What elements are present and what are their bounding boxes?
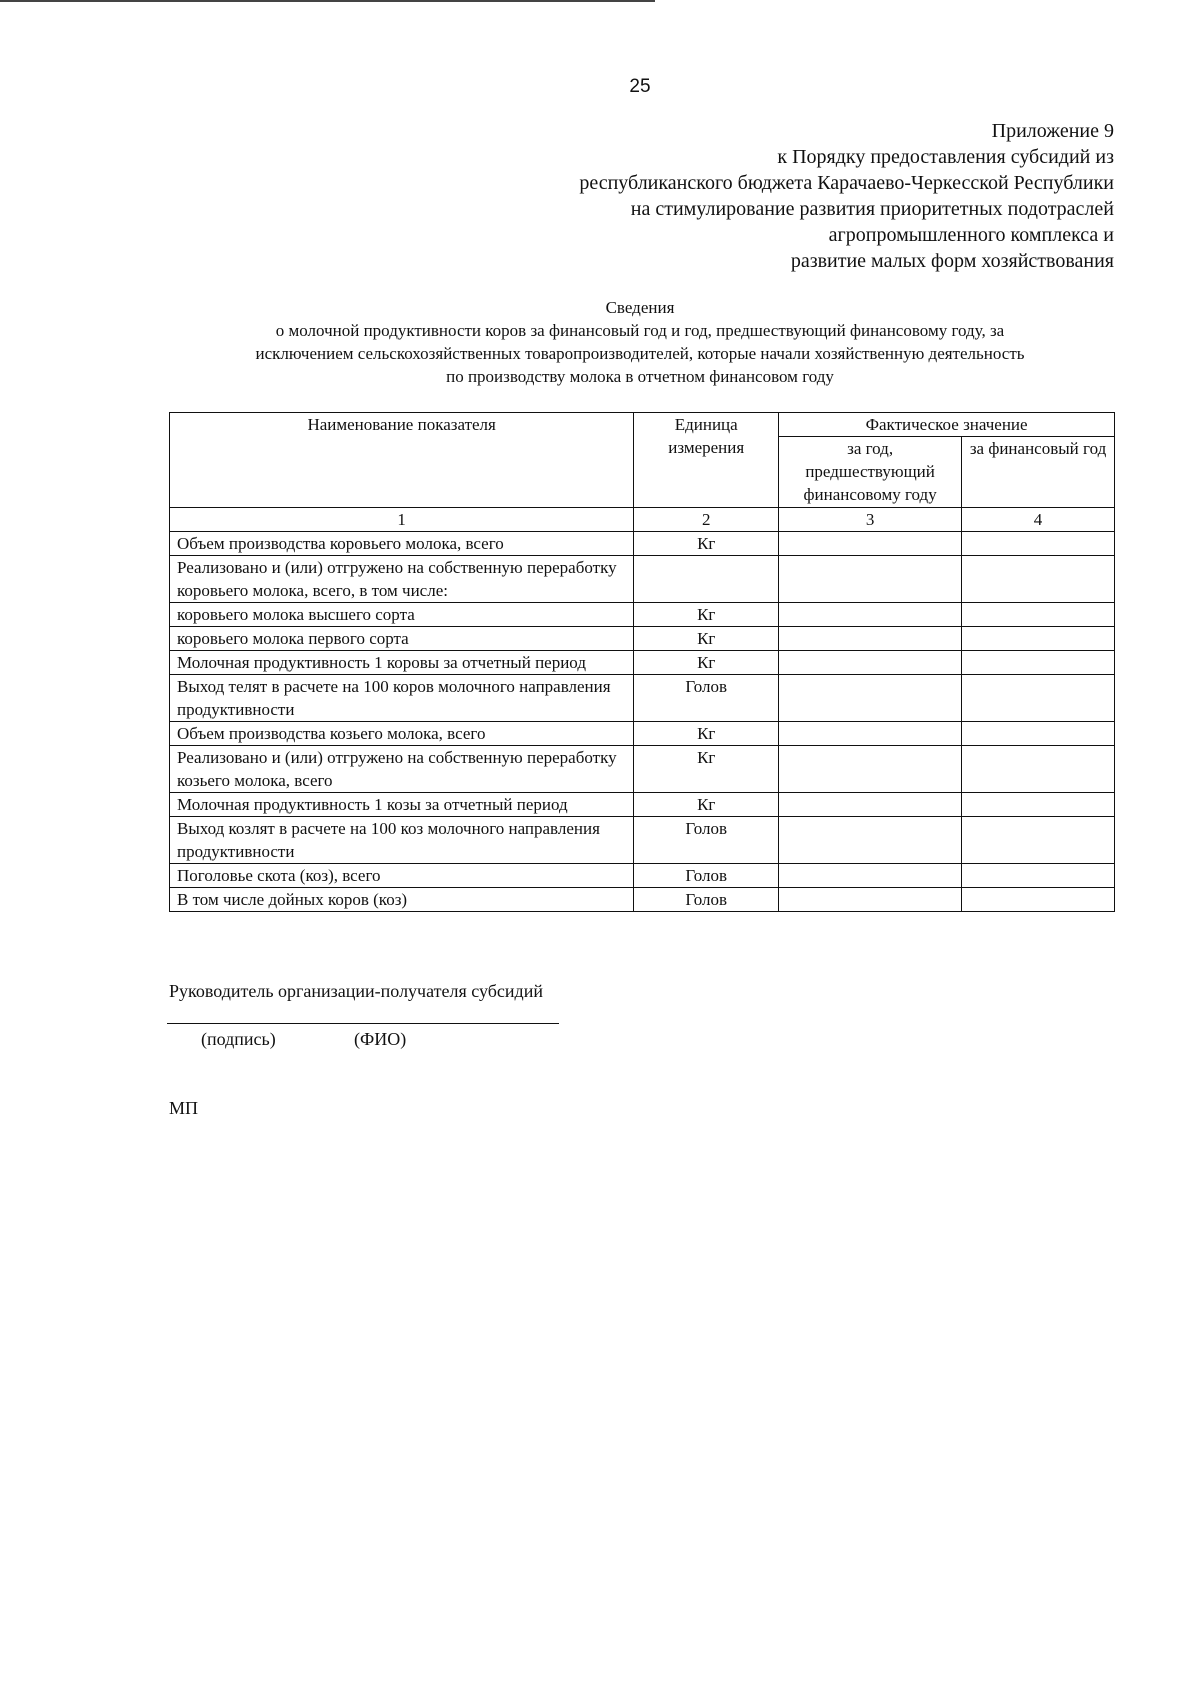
- unit-cell: Кг: [634, 603, 779, 627]
- appendix-block: [579, 118, 1114, 274]
- value-cell-fin-year: [962, 817, 1115, 864]
- value-cell-prev-year: [779, 627, 962, 651]
- column-number: 3: [779, 508, 962, 532]
- column-number: 4: [962, 508, 1115, 532]
- header-unit: Единица измерения: [634, 413, 779, 508]
- table-row: [170, 722, 1115, 746]
- indicator-name: В том числе дойных коров (коз): [170, 888, 634, 912]
- value-cell-fin-year: [962, 603, 1115, 627]
- value-cell-fin-year: [962, 722, 1115, 746]
- title-line: по производству молока в отчетном финансовом году: [446, 367, 834, 386]
- title-line: исключением сельскохозяйственных товаропроизводителей, которые начали хозяйственную деятельность: [255, 344, 1025, 363]
- unit-cell: Кг: [634, 627, 779, 651]
- value-cell-fin-year: [962, 888, 1115, 912]
- indicator-name: Реализовано и (или) отгружено на собственную переработку коровьего молока, всего, в том числе:: [170, 556, 634, 603]
- full-name-label: (ФИО): [354, 1029, 407, 1049]
- unit-cell: Голов: [634, 675, 779, 722]
- signature-caption: Руководитель организации-получателя субсидий: [169, 981, 543, 1001]
- appendix-line: агропромышленного комплекса и: [828, 224, 1114, 246]
- indicator-name: Поголовье скота (коз), всего: [170, 864, 634, 888]
- value-cell-prev-year: [779, 793, 962, 817]
- indicator-name: Выход телят в расчете на 100 коров молочного направления продуктивности: [170, 675, 634, 722]
- unit-cell: Голов: [634, 864, 779, 888]
- table-row: [170, 532, 1115, 556]
- title-heading: Сведения: [605, 298, 675, 317]
- value-cell-prev-year: [779, 864, 962, 888]
- column-number: 1: [170, 508, 634, 532]
- unit-cell: Кг: [634, 793, 779, 817]
- value-cell-prev-year: [779, 746, 962, 793]
- indicator-name: коровьего молока первого сорта: [170, 627, 634, 651]
- value-cell-fin-year: [962, 556, 1115, 603]
- indicator-name: Объем производства коровьего молока, всего: [170, 532, 634, 556]
- column-number: 2: [634, 508, 779, 532]
- value-cell-fin-year: [962, 532, 1115, 556]
- unit-cell: Голов: [634, 817, 779, 864]
- stamp-label: МП: [169, 1098, 199, 1118]
- value-cell-fin-year: [962, 793, 1115, 817]
- header-indicator-name: Наименование показателя: [170, 413, 634, 508]
- unit-cell: Голов: [634, 888, 779, 912]
- page-number: 25: [629, 76, 651, 97]
- value-cell-prev-year: [779, 817, 962, 864]
- unit-cell: Кг: [634, 722, 779, 746]
- table-row: [170, 603, 1115, 627]
- value-cell-prev-year: [779, 603, 962, 627]
- value-cell-fin-year: [962, 746, 1115, 793]
- table-row: [170, 675, 1115, 722]
- appendix-line: на стимулирование развития приоритетных подотраслей: [630, 198, 1114, 220]
- header-fin-year: за финансовый год: [962, 437, 1115, 508]
- unit-cell: [634, 556, 779, 603]
- value-cell-fin-year: [962, 627, 1115, 651]
- scan-edge-line: [0, 0, 655, 2]
- appendix-line: Приложение 9: [991, 120, 1114, 142]
- appendix-line: республиканского бюджета Карачаево-Черкесской Республики: [579, 172, 1114, 194]
- signature-line: [167, 1023, 559, 1024]
- table-row: [170, 793, 1115, 817]
- table-row: [170, 888, 1115, 912]
- indicator-name: Объем производства козьего молока, всего: [170, 722, 634, 746]
- report-table: [169, 412, 1115, 912]
- appendix-line: к Порядку предоставления субсидий из: [777, 146, 1114, 168]
- value-cell-prev-year: [779, 675, 962, 722]
- table-row: [170, 556, 1115, 603]
- header-prev-year: за год, предшествующий финансовому году: [779, 437, 962, 508]
- indicator-name: Выход козлят в расчете на 100 коз молочного направления продуктивности: [170, 817, 634, 864]
- unit-cell: Кг: [634, 651, 779, 675]
- value-cell-fin-year: [962, 651, 1115, 675]
- unit-cell: Кг: [634, 746, 779, 793]
- value-cell-prev-year: [779, 722, 962, 746]
- signature-label: (подпись): [201, 1029, 276, 1049]
- document-title: [160, 296, 1120, 388]
- table-row: [170, 651, 1115, 675]
- value-cell-prev-year: [779, 532, 962, 556]
- value-cell-prev-year: [779, 556, 962, 603]
- value-cell-prev-year: [779, 651, 962, 675]
- indicator-name: Реализовано и (или) отгружено на собственную переработку козьего молока, всего: [170, 746, 634, 793]
- appendix-line: развитие малых форм хозяйствования: [790, 250, 1114, 272]
- indicator-name: Молочная продуктивность 1 коровы за отчетный период: [170, 651, 634, 675]
- table-row: [170, 746, 1115, 793]
- value-cell-fin-year: [962, 864, 1115, 888]
- unit-cell: Кг: [634, 532, 779, 556]
- table-row: [170, 864, 1115, 888]
- table-row: [170, 817, 1115, 864]
- value-cell-prev-year: [779, 888, 962, 912]
- indicator-name: Молочная продуктивность 1 козы за отчетный период: [170, 793, 634, 817]
- title-line: о молочной продуктивности коров за финансовый год и год, предшествующий финансовому году, за: [275, 321, 1005, 340]
- value-cell-fin-year: [962, 675, 1115, 722]
- header-actual-value: Фактическое значение: [779, 413, 1115, 437]
- table-row: [170, 627, 1115, 651]
- indicator-name: коровьего молока высшего сорта: [170, 603, 634, 627]
